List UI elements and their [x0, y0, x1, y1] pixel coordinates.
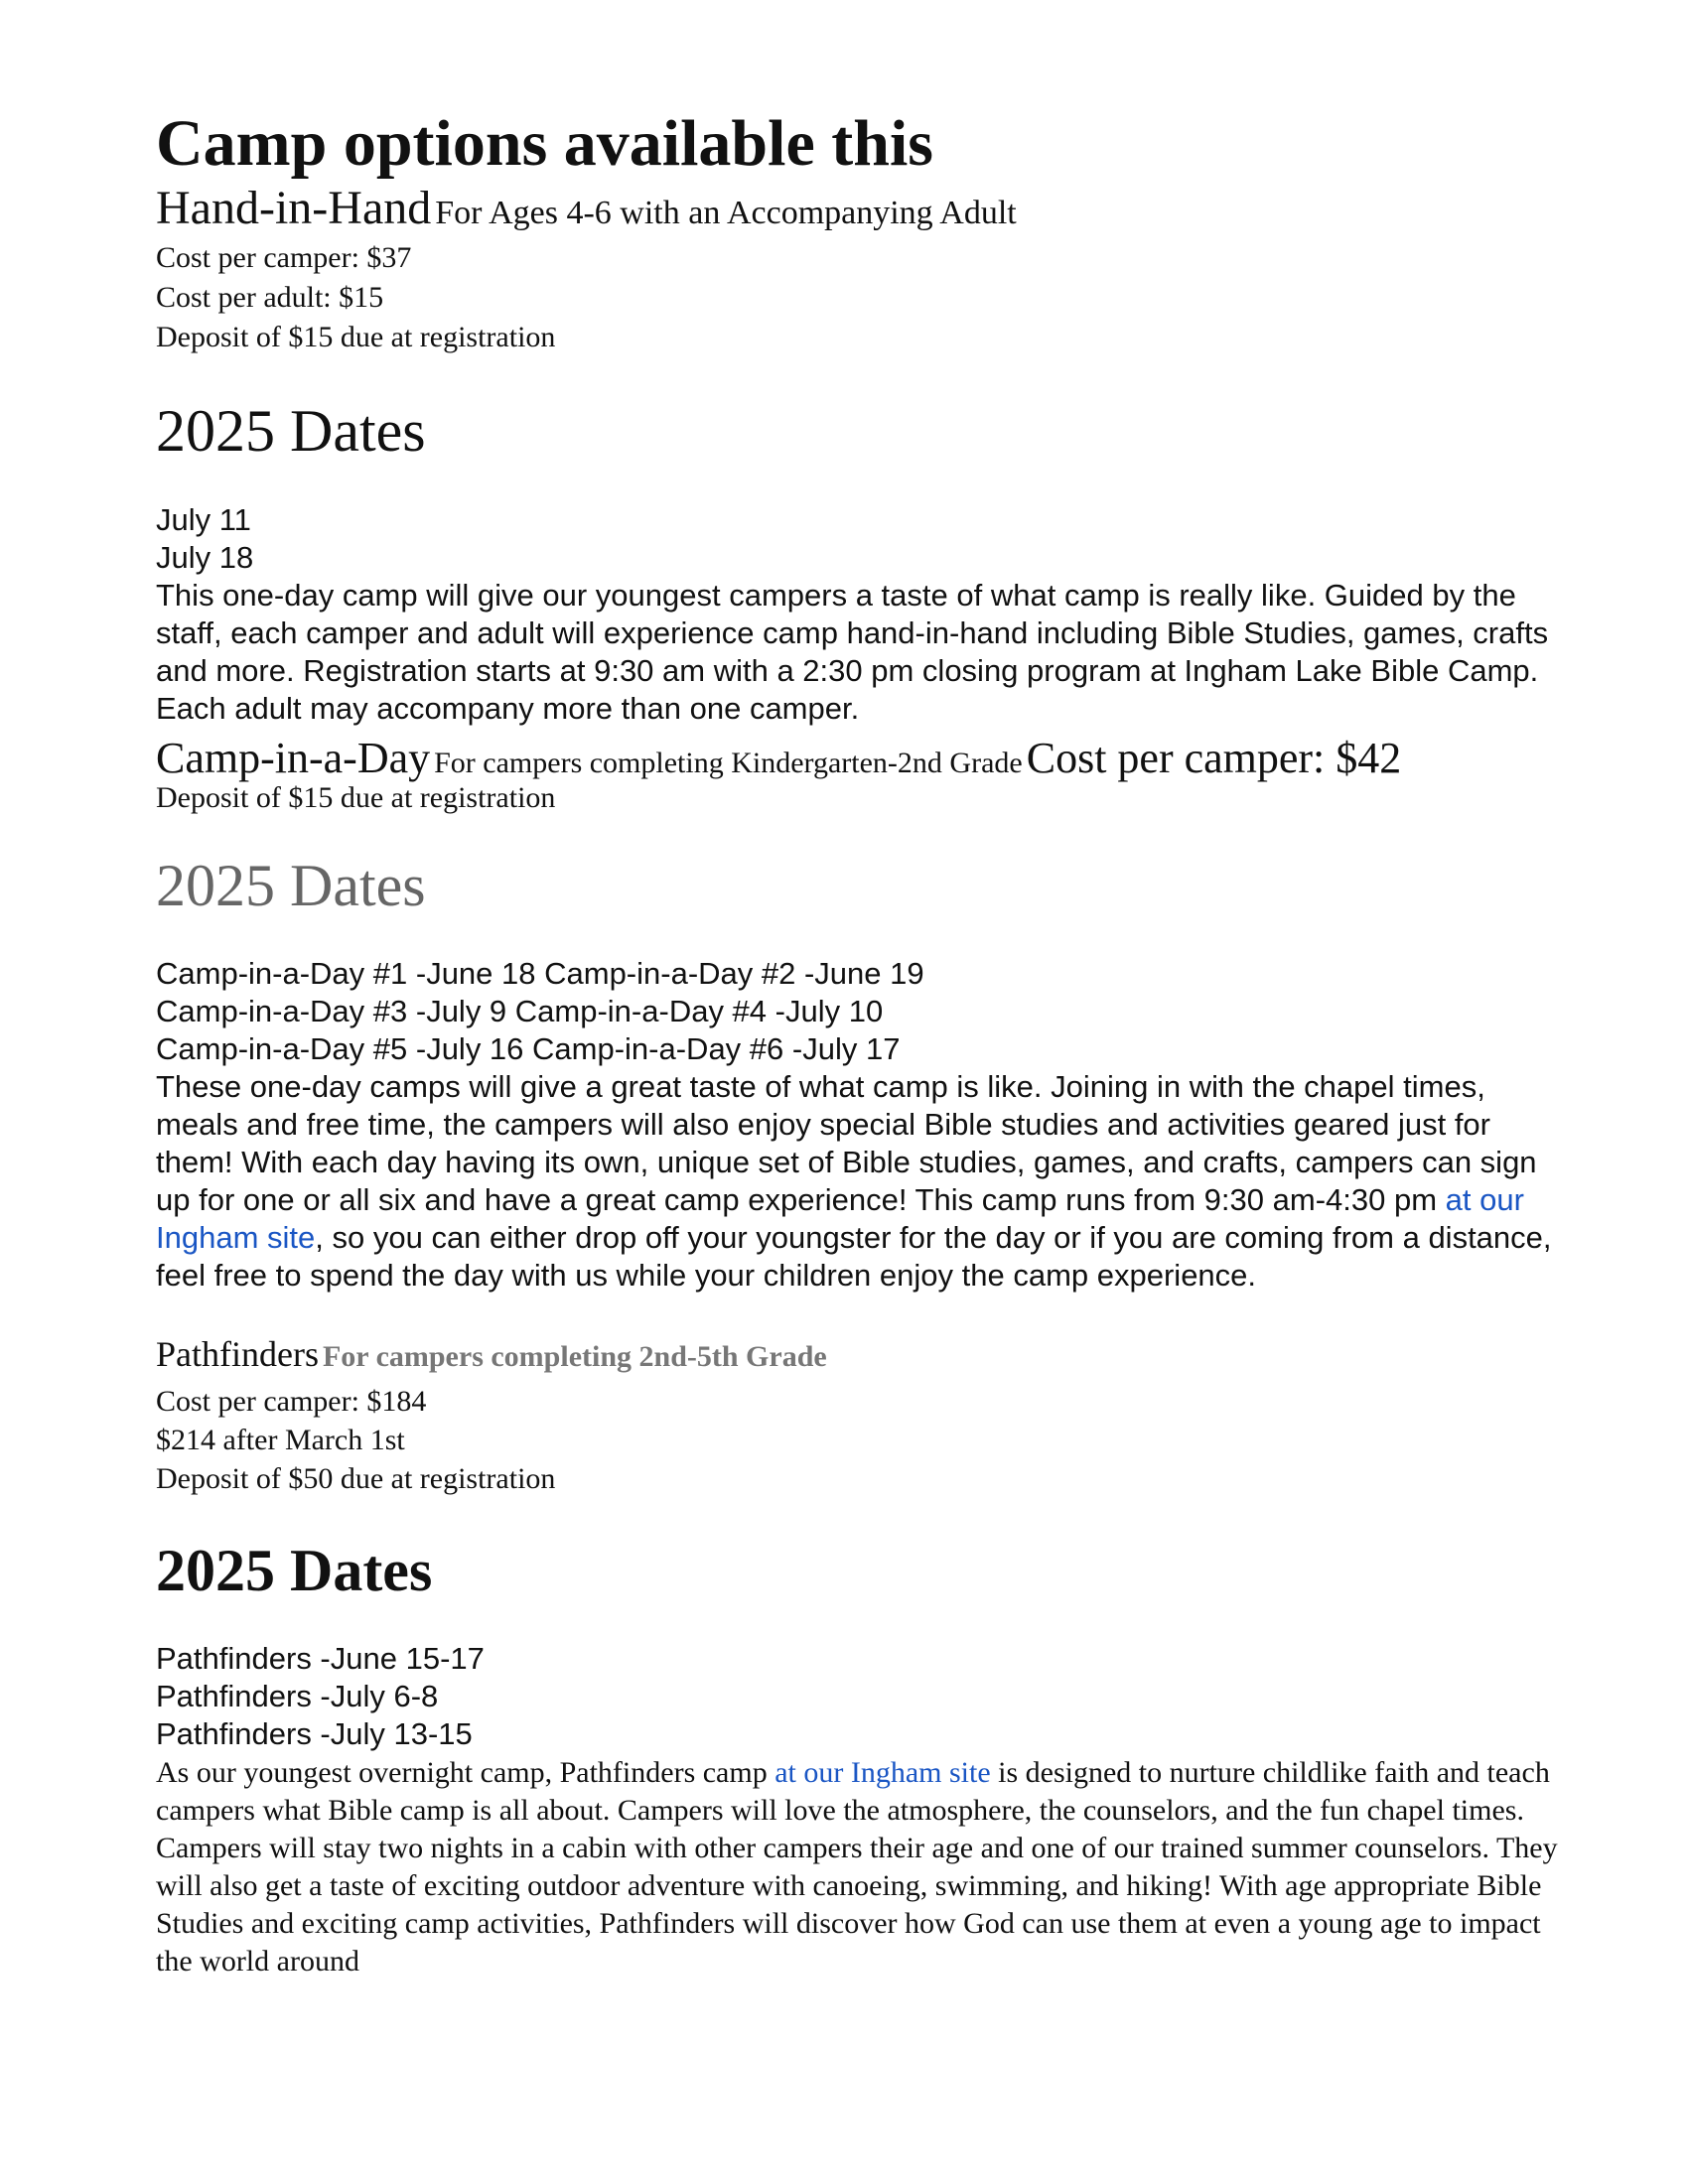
camp-in-a-day-name: Camp-in-a-Day [156, 734, 431, 782]
page-title: Camp options available this [156, 107, 933, 180]
camp-in-a-day-dates [156, 955, 924, 1068]
hand-in-hand-dates [156, 501, 253, 577]
list-item: Pathfinders -July 6-8 [156, 1679, 439, 1713]
camp-in-a-day-subtitle: For campers completing Kindergarten-2nd Grade [434, 747, 1023, 779]
list-item: Pathfinders -July 13-15 [156, 1716, 473, 1751]
hand-in-hand-dates-heading: 2025 Dates [156, 398, 426, 464]
pathfinders-header [156, 1336, 827, 1372]
pathfinders-description [156, 1754, 1566, 1980]
pathfinders-cost-late: $214 after March 1st [156, 1424, 405, 1456]
hand-in-hand-cost-adult: Cost per adult: $15 [156, 281, 384, 314]
camp-in-a-day-dates-heading: 2025 Dates [156, 853, 426, 918]
list-item: Camp-in-a-Day #5 -July 16 Camp-in-a-Day #6 -July 17 [156, 1031, 901, 1066]
ingham-site-link[interactable]: at our Ingham site [774, 1756, 991, 1789]
description-text: These one-day camps will give a great taste of what camp is like. Joining in with the chapel times, meals and free time, the campers will also enjoy special Bible studies and activities geared just for them! With each day having its own, unique set of Bible studies, games, and crafts, campers can sign up for one or all six and have a great camp experience! This camp runs from 9:30 am-4:30 pm [156, 1069, 1537, 1217]
pathfinders-cost-camper: Cost per camper: $184 [156, 1385, 427, 1418]
pathfinders-subtitle: For campers completing 2nd-5th Grade [322, 1340, 827, 1373]
camp-in-a-day-header [156, 734, 1402, 782]
camp-in-a-day-deposit: Deposit of $15 due at registration [156, 781, 556, 814]
ingham-site-link[interactable]: at our Ingham site [156, 1182, 1524, 1255]
hand-in-hand-name: Hand-in-Hand [156, 182, 432, 234]
pathfinders-deposit: Deposit of $50 due at registration [156, 1462, 556, 1495]
pathfinders-name: Pathfinders [156, 1334, 319, 1374]
description-text: , so you can either drop off your youngster for the day or if you are coming from a distance, feel free to spend the day with us while your children enjoy the camp experience. [156, 1220, 1552, 1293]
camp-in-a-day-description [156, 1068, 1566, 1295]
list-item: July 18 [156, 540, 254, 575]
pathfinders-dates-heading: 2025 Dates [156, 1538, 433, 1603]
hand-in-hand-header [156, 182, 1017, 234]
description-text: is designed to nurture childlike faith and teach campers what Bible camp is all about. Campers will love the atmosphere, the counselors, and the fun chapel times. Campers will stay two nights in a cabin with other campers their age and one of our trained summer counselors. They will also get a taste of exciting outdoor adventure with canoeing, swimming, and hiking! With age appropriate Bible Studies and exciting camp activities, Pathfinders will discover how God can use them at even a young age to impact the world around [156, 1756, 1558, 1978]
hand-in-hand-description: This one-day camp will give our youngest campers a taste of what camp is really like. Guided by the staff, each camper and adult will experience camp hand-in-hand including Bible Studies, games, crafts and more. Registration starts at 9:30 am with a 2:30 pm closing program at Ingham Lake Bible Camp. Each adult may accompany more than one camper. [156, 578, 1549, 726]
description-text: As our youngest overnight camp, Pathfinders camp [156, 1756, 775, 1789]
hand-in-hand-cost-camper: Cost per camper: $37 [156, 241, 412, 274]
list-item: Camp-in-a-Day #1 -June 18 Camp-in-a-Day #2 -June 19 [156, 956, 924, 991]
list-item: Camp-in-a-Day #3 -July 9 Camp-in-a-Day #4 -July 10 [156, 994, 884, 1028]
hand-in-hand-subtitle: For Ages 4-6 with an Accompanying Adult [435, 195, 1017, 231]
list-item: Pathfinders -June 15-17 [156, 1641, 485, 1676]
camp-in-a-day-cost-camper: Cost per camper: $42 [1026, 734, 1402, 782]
list-item: July 11 [156, 502, 251, 537]
hand-in-hand-deposit: Deposit of $15 due at registration [156, 321, 556, 353]
pathfinders-dates [156, 1640, 485, 1753]
